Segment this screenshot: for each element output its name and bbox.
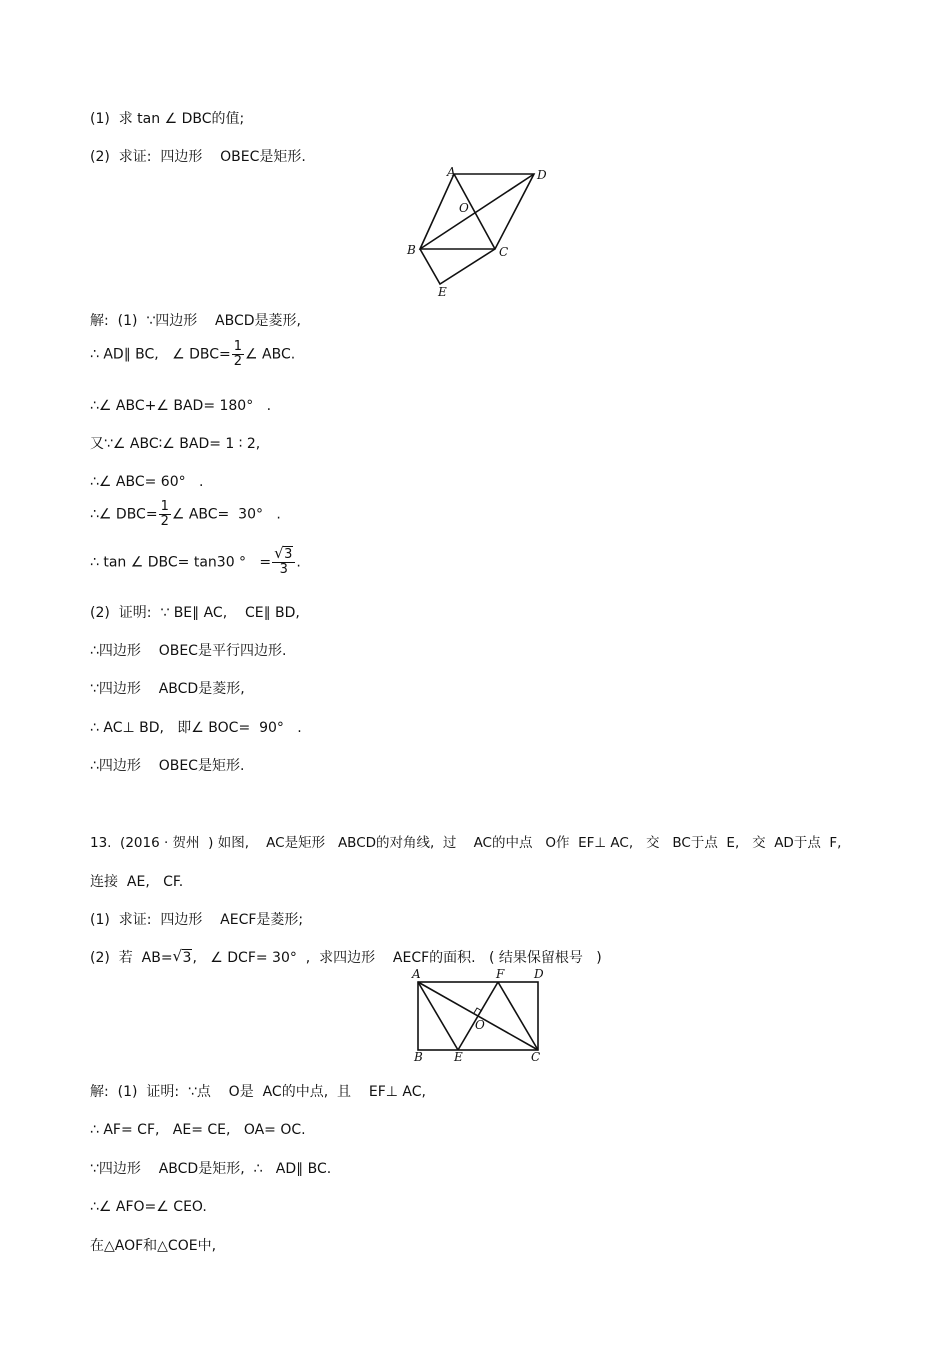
- segment-fc: [498, 982, 538, 1050]
- solution-1-line-10: ∵四边形 ABCD是菱形,: [90, 681, 245, 697]
- label-o: O: [475, 1018, 485, 1032]
- sqrt-three: √ 3: [274, 544, 293, 562]
- solution-1-line-12: ∴四边形 OBEC是矩形.: [90, 758, 245, 774]
- rectangle-figure: [405, 965, 555, 1065]
- solution-13-line-3: ∵四边形 ABCD是矩形, ∴ AD∥ BC.: [90, 1161, 332, 1177]
- segments-be-ec: [420, 249, 495, 284]
- label-a: A: [447, 165, 456, 179]
- fraction-sqrt3-over-3: √ 3 3: [272, 548, 295, 577]
- solution-1-line-5: ∴∠ ABC= 60° .: [90, 474, 204, 490]
- label-b: B: [414, 1050, 423, 1064]
- label-e: E: [454, 1050, 463, 1064]
- label-c: C: [531, 1050, 541, 1064]
- label-d: D: [537, 168, 547, 182]
- solution-1-line-3: ∴∠ ABC+∠ BAD= 180° .: [90, 398, 272, 414]
- question-1-part-2: (2) 求证: 四边形 OBEC是矩形.: [90, 149, 306, 165]
- label-o: O: [459, 201, 469, 215]
- segment-ef: [458, 982, 498, 1050]
- solution-13-line-2: ∴ AF= CF, AE= CE, OA= OC.: [90, 1122, 306, 1138]
- solution-1-line-2: ∴ AD∥ BC, ∠ DBC= $\frac{1}{2}$ ∠ ABC.: [90, 339, 296, 369]
- label-c: C: [499, 245, 509, 259]
- rhombus-figure: [400, 162, 560, 302]
- solution-1-line-1: 解: (1) ∵四边形 ABCD是菱形,: [90, 313, 301, 329]
- problem-13-question-2: (2) 若 AB= √ 3, ∠ DCF= 30° , 求四边形 AECF的面积. ( 结果保留根号 ): [90, 947, 602, 966]
- label-f: F: [496, 967, 505, 981]
- label-d: D: [534, 967, 544, 981]
- label-b: B: [407, 243, 416, 257]
- problem-13-statement: 13. (2016 · 贺州 ) 如图, AC是矩形 ABCD的对角线, 过 AC的中点 O作 EF⊥ AC, 交 BC于点 E, 交 AD于点 F,: [90, 835, 842, 851]
- problem-13-statement-cont: 连接 AE, CF.: [90, 874, 184, 890]
- solution-1-line-11: ∴ AC⊥ BD, 即∠ BOC= 90° .: [90, 720, 302, 736]
- fraction-one-half: $\frac{1}{2}$: [233, 339, 243, 369]
- segment-ae: [418, 982, 458, 1050]
- solution-1-line-4: 又∵∠ ABC∶∠ BAD= 1 ∶ 2,: [90, 436, 261, 452]
- solution-1-line-9: ∴四边形 OBEC是平行四边形.: [90, 643, 287, 659]
- sqrt-three: √ 3: [172, 947, 192, 966]
- fraction-one-half: $\frac{1}{2}$: [160, 499, 169, 529]
- solution-13-line-1: 解: (1) 证明: ∵点 O是 AC的中点, 且 EF⊥ AC,: [90, 1084, 426, 1100]
- label-e: E: [438, 285, 447, 299]
- solution-1-line-7: ∴ tan ∠ DBC= tan30 ° = √ 3 3 .: [90, 544, 301, 577]
- solution-13-line-5: 在△AOF和△COE中,: [90, 1238, 217, 1254]
- solution-1-line-6: ∴∠ DBC= $\frac{1}{2}$ ∠ ABC= 30° .: [90, 499, 281, 529]
- problem-13-question-1: (1) 求证: 四边形 AECF是菱形;: [90, 912, 304, 928]
- label-a: A: [412, 967, 421, 981]
- question-1-part-1: (1) 求 tan ∠ DBC的值;: [90, 111, 245, 127]
- solution-1-line-8: (2) 证明: ∵ BE∥ AC, CE∥ BD,: [90, 605, 300, 621]
- solution-13-line-4: ∴∠ AFO=∠ CEO.: [90, 1199, 207, 1215]
